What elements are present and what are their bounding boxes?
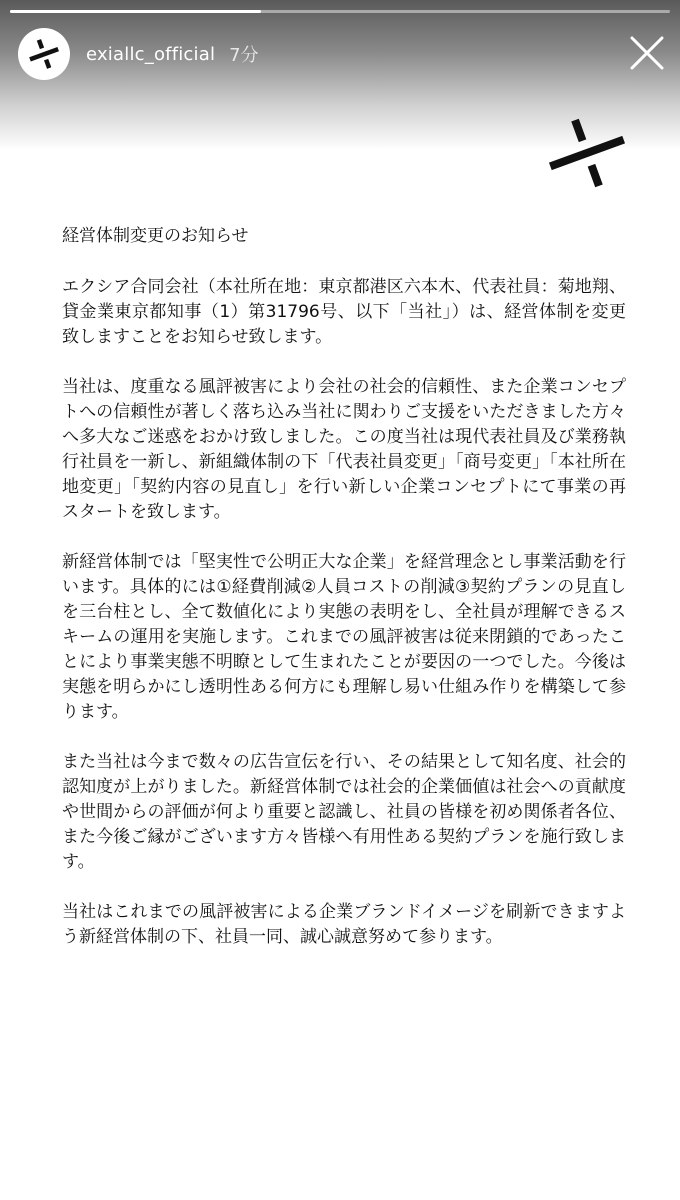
username[interactable]: exiallc_official (86, 43, 216, 65)
story-progress-fill (10, 10, 261, 13)
timestamp: 7分 (229, 45, 259, 66)
announcement-paragraph: 当社は、度重なる風評被害により会社の社会的信頼性、また企業コンセプトへの信頼性が著しく落ち込み当社に関わりご支援をいただきました方々へ多大なご迷惑をおかけ致しました。この度当社は現代表社員及び業務執行社員を一新し、新組織体制の下「代表社員変更」「商号変更」「本社所在地変更」「契約内容の見直し」を行い新しい企業コンセプトにて事業の再スタートを致します。 (62, 377, 626, 522)
close-button[interactable] (628, 34, 666, 72)
announcement-paragraph: エクシア合同会社（本社所在地：東京都港区六本木、代表社員：菊地翔、貸金業東京都知事（1）第31796号、以下「当社」）は、経営体制を変更致しますことをお知らせ致します。 (62, 277, 626, 347)
announcement-title: 経営体制変更のお知らせ (62, 226, 249, 246)
announcement-paragraph: また当社は今まで数々の広告宣伝を行い、その結果として知名度、社会的認知度が上がりました。新経営体制では社会的企業価値は社会への貢献度や世間からの評価が何より重要と認識し、社員の皆様を初め関係者各位、また今後ご縁がございます方々皆様へ有用性ある契約プランを施行致します。 (62, 752, 626, 872)
announcement-paragraph: 新経営体制では「堅実性で公明正大な企業」を経営理念とし事業活動を行います。具体的には①経費削減②人員コストの削減③契約プランの見直しを三台柱とし、全て数値化により実態の表明をし、全社員が理解できるスキームの運用を実施します。これまでの風評被害は従来閉鎖的であったことにより事業実態不明瞭として生まれたことが要因の一つでした。今後は実態を明らかにし透明性ある何方にも理解し易い仕組み作りを構築して参ります。 (62, 552, 626, 722)
exia-brand-logo-icon (540, 110, 634, 196)
avatar[interactable] (18, 28, 70, 80)
close-icon (628, 34, 666, 72)
exia-logo-icon (18, 28, 70, 80)
announcement-body (62, 224, 626, 975)
announcement-paragraph: 当社はこれまでの風評被害による企業ブランドイメージを刷新できますよう新経営体制の下、社員一同、誠心誠意努めて参ります。 (62, 902, 626, 947)
story-progress-bar (10, 10, 670, 13)
story-header (18, 26, 259, 82)
